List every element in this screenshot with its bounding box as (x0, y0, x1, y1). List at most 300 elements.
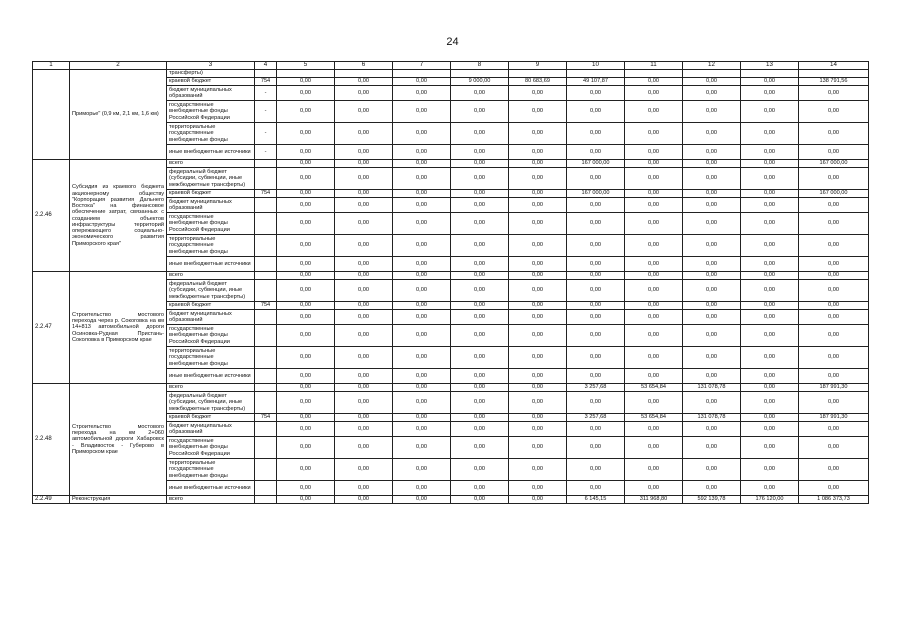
amount-cell: 0,00 (335, 123, 393, 145)
amount-cell: 0,00 (567, 145, 625, 160)
item-number: 2.2.49 (33, 496, 70, 504)
budget-code (255, 198, 277, 213)
amount-cell: 0,00 (335, 168, 393, 190)
amount-cell: 0,00 (567, 168, 625, 190)
amount-cell: 0,00 (741, 422, 799, 437)
amount-cell: 0,00 (683, 272, 741, 280)
amount-cell: 6 145,15 (567, 496, 625, 504)
amount-cell: 0,00 (335, 347, 393, 369)
column-number: 7 (393, 62, 451, 70)
amount-cell: 0,00 (509, 272, 567, 280)
amount-cell: 0,00 (625, 302, 683, 310)
amount-cell: 0,00 (451, 414, 509, 422)
funding-source: иные внебюджетные источники (167, 369, 255, 384)
funding-source: краевой бюджет (167, 190, 255, 198)
amount-cell: 0,00 (799, 369, 869, 384)
funding-source: всего (167, 496, 255, 504)
amount-cell: 0,00 (567, 213, 625, 235)
amount-cell: 0,00 (393, 325, 451, 347)
budget-code (255, 70, 277, 78)
amount-cell: 0,00 (799, 257, 869, 272)
amount-cell: 0,00 (451, 198, 509, 213)
budget-code (255, 272, 277, 280)
budget-code: 754 (255, 302, 277, 310)
amount-cell: 0,00 (799, 213, 869, 235)
amount-cell: 0,00 (393, 198, 451, 213)
amount-cell: 0,00 (509, 325, 567, 347)
budget-code (255, 213, 277, 235)
amount-cell: 0,00 (335, 422, 393, 437)
amount-cell: 0,00 (509, 437, 567, 459)
amount-cell: 0,00 (683, 78, 741, 86)
amount-cell: 0,00 (683, 213, 741, 235)
funding-source: краевой бюджет (167, 414, 255, 422)
budget-code: - (255, 123, 277, 145)
amount-cell: 9 000,00 (451, 78, 509, 86)
funding-source: краевой бюджет (167, 78, 255, 86)
budget-code: - (255, 101, 277, 123)
column-number: 5 (277, 62, 335, 70)
funding-source: краевой бюджет (167, 302, 255, 310)
amount-cell: 0,00 (741, 101, 799, 123)
amount-cell: 0,00 (683, 101, 741, 123)
amount-cell: 0,00 (451, 310, 509, 325)
amount-cell: 0,00 (741, 437, 799, 459)
budget-code (255, 459, 277, 481)
amount-cell: 0,00 (393, 414, 451, 422)
funding-source: всего (167, 272, 255, 280)
amount-cell: 0,00 (335, 145, 393, 160)
amount-cell: 0,00 (799, 272, 869, 280)
funding-source: иные внебюджетные источники (167, 481, 255, 496)
amount-cell: 0,00 (625, 198, 683, 213)
funding-source: территориальные государственные внебюджетные фонды (167, 123, 255, 145)
item-description: Реконструкция (70, 496, 167, 504)
amount-cell: 0,00 (567, 101, 625, 123)
amount-cell: 0,00 (741, 123, 799, 145)
amount-cell: 0,00 (335, 190, 393, 198)
funding-source: федеральный бюджет (субсидии, субвенции, иные межбюджетные трансферты) (167, 392, 255, 414)
table-row (33, 496, 869, 504)
column-number: 9 (509, 62, 567, 70)
amount-cell: 0,00 (799, 392, 869, 414)
amount-cell: 0,00 (683, 422, 741, 437)
amount-cell: 0,00 (741, 190, 799, 198)
amount-cell: 0,00 (567, 280, 625, 302)
amount-cell: 0,00 (683, 302, 741, 310)
amount-cell: 167 000,00 (567, 190, 625, 198)
amount-cell: 3 257,68 (567, 414, 625, 422)
amount-cell: 0,00 (567, 257, 625, 272)
amount-cell: 0,00 (509, 190, 567, 198)
amount-cell: 0,00 (683, 123, 741, 145)
funding-source: бюджет муниципальных образований (167, 198, 255, 213)
amount-cell: 0,00 (683, 481, 741, 496)
funding-source: государственные внебюджетные фонды Российской Федерации (167, 213, 255, 235)
amount-cell: 0,00 (799, 86, 869, 101)
amount-cell: 0,00 (741, 481, 799, 496)
amount-cell: 0,00 (393, 347, 451, 369)
column-number: 13 (741, 62, 799, 70)
budget-code: 754 (255, 414, 277, 422)
amount-cell: 0,00 (741, 384, 799, 392)
amount-cell: 53 654,84 (625, 414, 683, 422)
amount-cell: 0,00 (799, 123, 869, 145)
amount-cell: 0,00 (335, 459, 393, 481)
amount-cell: 0,00 (451, 384, 509, 392)
amount-cell: 0,00 (799, 422, 869, 437)
amount-cell: 0,00 (625, 123, 683, 145)
funding-source: федеральный бюджет (субсидии, субвенции, иные межбюджетные трансферты) (167, 280, 255, 302)
amount-cell: 0,00 (393, 422, 451, 437)
amount-cell: 0,00 (277, 496, 335, 504)
amount-cell: 0,00 (741, 280, 799, 302)
amount-cell: 0,00 (683, 347, 741, 369)
amount-cell: 0,00 (509, 160, 567, 168)
amount-cell: 0,00 (741, 160, 799, 168)
amount-cell: 0,00 (393, 459, 451, 481)
table-row (33, 272, 869, 280)
amount-cell: 0,00 (625, 160, 683, 168)
amount-cell: 0,00 (625, 347, 683, 369)
amount-cell: 0,00 (741, 168, 799, 190)
amount-cell: 0,00 (509, 302, 567, 310)
budget-code (255, 257, 277, 272)
budget-code: 754 (255, 190, 277, 198)
amount-cell: 0,00 (393, 392, 451, 414)
amount-cell: 0,00 (683, 437, 741, 459)
budget-code (255, 347, 277, 369)
amount-cell: 0,00 (567, 302, 625, 310)
amount-cell: 0,00 (683, 86, 741, 101)
amount-cell: 49 107,87 (567, 78, 625, 86)
amount-cell: 0,00 (277, 392, 335, 414)
amount-cell: 0,00 (393, 213, 451, 235)
amount-cell: 0,00 (393, 437, 451, 459)
amount-cell: 0,00 (741, 145, 799, 160)
amount-cell: 0,00 (393, 310, 451, 325)
amount-cell: 0,00 (277, 145, 335, 160)
amount-cell: 0,00 (509, 101, 567, 123)
amount-cell: 0,00 (277, 437, 335, 459)
item-number: 2.2.47 (33, 272, 70, 384)
amount-cell: 0,00 (799, 347, 869, 369)
amount-cell: 0,00 (393, 78, 451, 86)
amount-cell: 1 086 373,73 (799, 496, 869, 504)
budget-code (255, 280, 277, 302)
amount-cell: 0,00 (799, 235, 869, 257)
amount-cell: 0,00 (799, 310, 869, 325)
amount-cell: 0,00 (277, 213, 335, 235)
amount-cell (625, 70, 683, 78)
amount-cell: 0,00 (277, 101, 335, 123)
amount-cell (451, 70, 509, 78)
amount-cell: 0,00 (683, 145, 741, 160)
amount-cell: 0,00 (277, 198, 335, 213)
amount-cell (799, 70, 869, 78)
amount-cell: 0,00 (451, 280, 509, 302)
amount-cell: 0,00 (509, 213, 567, 235)
amount-cell: 0,00 (277, 160, 335, 168)
amount-cell: 0,00 (741, 325, 799, 347)
amount-cell: 0,00 (509, 369, 567, 384)
amount-cell (567, 70, 625, 78)
amount-cell: 0,00 (277, 369, 335, 384)
amount-cell: 167 000,00 (567, 160, 625, 168)
amount-cell: 0,00 (335, 437, 393, 459)
funding-source: бюджет муниципальных образований (167, 422, 255, 437)
amount-cell: 0,00 (451, 392, 509, 414)
amount-cell: 0,00 (509, 310, 567, 325)
page-number: 24 (446, 36, 459, 48)
budget-code (255, 369, 277, 384)
amount-cell: 0,00 (509, 145, 567, 160)
amount-cell: 0,00 (393, 496, 451, 504)
amount-cell: 0,00 (335, 86, 393, 101)
amount-cell: 0,00 (799, 325, 869, 347)
funding-source: федеральный бюджет (субсидии, субвенции, иные межбюджетные трансферты) (167, 168, 255, 190)
column-number: 8 (451, 62, 509, 70)
amount-cell: 0,00 (799, 168, 869, 190)
amount-cell: 0,00 (567, 198, 625, 213)
amount-cell: 0,00 (567, 369, 625, 384)
amount-cell: 0,00 (393, 280, 451, 302)
amount-cell: 0,00 (741, 257, 799, 272)
amount-cell: 0,00 (741, 414, 799, 422)
table-row (33, 160, 869, 168)
amount-cell: 0,00 (335, 78, 393, 86)
amount-cell: 0,00 (683, 160, 741, 168)
amount-cell: 0,00 (451, 86, 509, 101)
amount-cell (277, 70, 335, 78)
amount-cell: 0,00 (277, 235, 335, 257)
funding-source: трансферты) (167, 70, 255, 78)
funding-source: территориальные государственные внебюджетные фонды (167, 235, 255, 257)
amount-cell: 0,00 (625, 168, 683, 190)
amount-cell: 0,00 (567, 459, 625, 481)
amount-cell: 0,00 (625, 145, 683, 160)
budget-code (255, 310, 277, 325)
amount-cell: 0,00 (277, 302, 335, 310)
amount-cell: 0,00 (335, 496, 393, 504)
amount-cell: 0,00 (509, 384, 567, 392)
amount-cell: 0,00 (335, 280, 393, 302)
amount-cell: 0,00 (567, 310, 625, 325)
amount-cell: 0,00 (741, 392, 799, 414)
funding-source: всего (167, 384, 255, 392)
amount-cell: 0,00 (335, 213, 393, 235)
amount-cell: 0,00 (277, 422, 335, 437)
amount-cell: 0,00 (451, 325, 509, 347)
amount-cell: 0,00 (393, 272, 451, 280)
amount-cell: 0,00 (683, 369, 741, 384)
budget-code (255, 481, 277, 496)
amount-cell: 0,00 (509, 347, 567, 369)
amount-cell: 0,00 (277, 190, 335, 198)
amount-cell: 176 120,00 (741, 496, 799, 504)
amount-cell: 0,00 (277, 310, 335, 325)
amount-cell: 0,00 (509, 86, 567, 101)
amount-cell: 0,00 (741, 78, 799, 86)
item-number: 2.2.48 (33, 384, 70, 496)
amount-cell: 0,00 (741, 302, 799, 310)
amount-cell: 0,00 (451, 302, 509, 310)
budget-code: - (255, 86, 277, 101)
amount-cell: 0,00 (393, 369, 451, 384)
amount-cell: 0,00 (567, 422, 625, 437)
amount-cell: 0,00 (393, 86, 451, 101)
amount-cell: 0,00 (335, 257, 393, 272)
amount-cell: 0,00 (625, 280, 683, 302)
amount-cell: 0,00 (451, 168, 509, 190)
amount-cell: 0,00 (799, 198, 869, 213)
column-number: 6 (335, 62, 393, 70)
amount-cell: 0,00 (509, 459, 567, 481)
amount-cell: 0,00 (741, 310, 799, 325)
budget-code (255, 422, 277, 437)
amount-cell: 0,00 (277, 481, 335, 496)
amount-cell: 0,00 (335, 414, 393, 422)
amount-cell: 0,00 (451, 481, 509, 496)
amount-cell: 0,00 (625, 392, 683, 414)
funding-source: государственные внебюджетные фонды Российской Федерации (167, 325, 255, 347)
amount-cell: 0,00 (625, 190, 683, 198)
amount-cell: 0,00 (509, 496, 567, 504)
amount-cell: 0,00 (683, 168, 741, 190)
amount-cell: 0,00 (567, 86, 625, 101)
column-number: 4 (255, 62, 277, 70)
amount-cell: 0,00 (683, 280, 741, 302)
amount-cell: 0,00 (277, 168, 335, 190)
amount-cell: 0,00 (509, 481, 567, 496)
amount-cell: 0,00 (451, 160, 509, 168)
amount-cell: 0,00 (451, 347, 509, 369)
amount-cell: 0,00 (625, 369, 683, 384)
item-description: Приморье" (0,9 км, 2,1 км, 1,6 км) (70, 70, 167, 160)
amount-cell: 0,00 (451, 190, 509, 198)
amount-cell: 0,00 (509, 235, 567, 257)
amount-cell (509, 70, 567, 78)
item-number (33, 70, 70, 160)
amount-cell: 0,00 (451, 213, 509, 235)
amount-cell: 167 000,00 (799, 160, 869, 168)
amount-cell: 0,00 (393, 235, 451, 257)
amount-cell: 0,00 (567, 325, 625, 347)
amount-cell: 0,00 (567, 481, 625, 496)
amount-cell: 0,00 (277, 86, 335, 101)
amount-cell: 0,00 (277, 414, 335, 422)
funding-source: иные внебюджетные источники (167, 145, 255, 160)
column-number: 3 (167, 62, 255, 70)
amount-cell: 0,00 (509, 198, 567, 213)
amount-cell: 0,00 (625, 101, 683, 123)
amount-cell: 167 000,00 (799, 190, 869, 198)
table-row (33, 70, 869, 78)
amount-cell: 0,00 (509, 414, 567, 422)
amount-cell: 0,00 (451, 101, 509, 123)
amount-cell: 0,00 (799, 280, 869, 302)
amount-cell: 0,00 (451, 235, 509, 257)
amount-cell: 0,00 (625, 422, 683, 437)
amount-cell: 0,00 (277, 280, 335, 302)
budget-code (255, 325, 277, 347)
amount-cell: 0,00 (741, 369, 799, 384)
amount-cell (393, 70, 451, 78)
amount-cell: 0,00 (335, 302, 393, 310)
amount-cell: 0,00 (335, 384, 393, 392)
amount-cell: 53 654,84 (625, 384, 683, 392)
amount-cell: 187 991,30 (799, 384, 869, 392)
amount-cell: 0,00 (683, 392, 741, 414)
table-row (33, 384, 869, 392)
amount-cell: 0,00 (683, 190, 741, 198)
budget-table-body (33, 62, 869, 504)
amount-cell: 131 078,78 (683, 384, 741, 392)
amount-cell: 0,00 (509, 123, 567, 145)
amount-cell: 592 139,78 (683, 496, 741, 504)
amount-cell: 0,00 (799, 437, 869, 459)
column-number: 1 (33, 62, 70, 70)
amount-cell: 0,00 (393, 257, 451, 272)
amount-cell (741, 70, 799, 78)
funding-source: территориальные государственные внебюджетные фонды (167, 459, 255, 481)
amount-cell: 0,00 (393, 160, 451, 168)
amount-cell: 0,00 (451, 145, 509, 160)
column-number-row (33, 62, 869, 70)
amount-cell: 0,00 (625, 272, 683, 280)
amount-cell: 0,00 (277, 347, 335, 369)
budget-code (255, 392, 277, 414)
amount-cell: 0,00 (335, 325, 393, 347)
amount-cell: 0,00 (625, 235, 683, 257)
amount-cell: 0,00 (567, 272, 625, 280)
amount-cell: 0,00 (683, 310, 741, 325)
amount-cell: 311 968,80 (625, 496, 683, 504)
budget-code (255, 496, 277, 504)
amount-cell: 0,00 (625, 86, 683, 101)
column-number: 14 (799, 62, 869, 70)
amount-cell: 0,00 (451, 272, 509, 280)
amount-cell: 0,00 (335, 235, 393, 257)
amount-cell: 0,00 (393, 168, 451, 190)
amount-cell: 0,00 (567, 347, 625, 369)
column-number: 12 (683, 62, 741, 70)
amount-cell: 0,00 (393, 190, 451, 198)
amount-cell: 0,00 (799, 145, 869, 160)
budget-code (255, 168, 277, 190)
amount-cell: 0,00 (683, 235, 741, 257)
amount-cell: 3 257,68 (567, 384, 625, 392)
amount-cell: 0,00 (335, 369, 393, 384)
amount-cell: 0,00 (625, 325, 683, 347)
amount-cell: 0,00 (393, 384, 451, 392)
amount-cell: 0,00 (335, 198, 393, 213)
amount-cell: 0,00 (741, 86, 799, 101)
amount-cell: 0,00 (799, 459, 869, 481)
funding-source: государственные внебюджетные фонды Российской Федерации (167, 437, 255, 459)
budget-code: 754 (255, 78, 277, 86)
amount-cell: 0,00 (625, 459, 683, 481)
amount-cell: 0,00 (509, 257, 567, 272)
amount-cell: 138 791,56 (799, 78, 869, 86)
amount-cell: 0,00 (799, 302, 869, 310)
budget-code (255, 160, 277, 168)
amount-cell: 0,00 (451, 496, 509, 504)
column-number: 2 (70, 62, 167, 70)
amount-cell: 0,00 (277, 257, 335, 272)
amount-cell: 0,00 (799, 481, 869, 496)
amount-cell: 0,00 (451, 369, 509, 384)
